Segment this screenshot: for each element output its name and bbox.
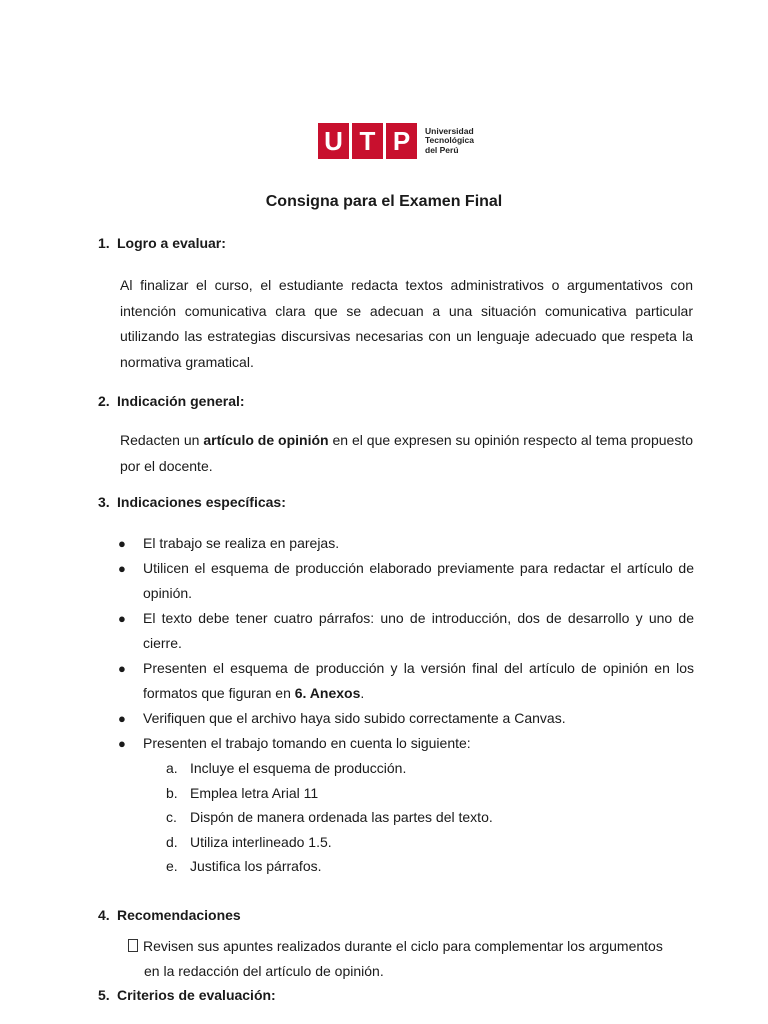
sub-list-item — [118, 781, 694, 806]
logo-letter-t: T — [352, 123, 383, 159]
section-heading-indicacion-general — [98, 393, 245, 409]
text-segment: Redacten un — [120, 432, 204, 448]
bullet-icon: ● — [118, 561, 126, 576]
bullet-icon: ● — [118, 711, 126, 726]
sub-item-text: Justifica los párrafos. — [190, 858, 322, 875]
recomendaciones-paragraph — [128, 934, 693, 984]
indicaciones-list — [118, 531, 694, 879]
sub-item-text: Dispón de manera ordenada las partes del texto. — [190, 809, 493, 826]
section-title: Recomendaciones — [117, 907, 241, 923]
sub-item-letter: d. — [166, 833, 178, 850]
list-item — [118, 606, 694, 656]
section-number: 5. — [98, 987, 110, 1003]
indicacion-general-paragraph — [120, 428, 693, 479]
logo-text-line: Universidad — [425, 125, 474, 136]
text-segment: en el que expresen su opinión respecto al tema propuesto por el docente. — [120, 432, 693, 474]
sub-list-item — [118, 805, 694, 830]
list-item — [118, 731, 694, 756]
logro-paragraph: Al finalizar el curso, el estudiante redacta textos administrativos o argumentativos con intención comunicativa clara que se adecuan a una situación comunicativa particular utilizando las estrategias discursivas necesarias con un lenguaje adecuado que respeta la normativa gramatical. — [120, 277, 693, 370]
section-title: Criterios de evaluación: — [117, 987, 276, 1003]
missing-glyph-box-icon — [128, 939, 138, 952]
logo-letter-u: U — [318, 123, 349, 159]
section-number: 4. — [98, 907, 110, 923]
list-item-text: El trabajo se realiza en parejas. — [143, 535, 340, 551]
logo-text-line: Tecnológica — [425, 135, 474, 146]
sub-item-text: Incluye el esquema de producción. — [190, 760, 407, 776]
list-item-text: Utilicen el esquema de producción elaborado previamente para redactar el artículo de opinión. — [143, 560, 694, 601]
section-heading-logro — [98, 235, 226, 251]
bullet-icon: ● — [118, 661, 126, 676]
sub-list-item — [118, 830, 694, 855]
bullet-icon: ● — [118, 611, 126, 626]
section-heading-recomendaciones — [98, 907, 241, 923]
anexos-reference: 6. Anexos — [294, 685, 361, 701]
list-item-text: Presenten el esquema de producción y la versión final del artículo de opinión en los formatos que figuran en — [143, 660, 694, 701]
utp-logo — [318, 123, 474, 159]
sub-list-item — [118, 756, 694, 781]
recomendacion-text: Revisen sus apuntes realizados durante el ciclo para complementar los argumentos — [143, 938, 663, 954]
section-title: Indicación general: — [117, 393, 245, 409]
sub-item-letter: c. — [166, 809, 177, 826]
logo-letters — [318, 123, 417, 159]
logo-wordmark — [425, 127, 474, 156]
list-item — [118, 531, 694, 556]
section-title: Logro a evaluar: — [117, 235, 226, 251]
list-item — [118, 706, 694, 731]
sub-item-letter: e. — [166, 858, 178, 875]
bold-text-segment: artículo de opinión — [203, 432, 329, 448]
list-item-text: El texto debe tener cuatro párrafos: uno de introducción, dos de desarrollo y uno de cierre. — [143, 610, 694, 651]
list-item — [118, 556, 694, 606]
sub-item-letter: a. — [166, 760, 178, 776]
list-item — [118, 656, 694, 706]
page-title: Consigna para el Examen Final — [265, 193, 503, 210]
section-number: 2. — [98, 393, 110, 409]
section-number: 1. — [98, 235, 110, 251]
section-heading-indicaciones-especificas — [98, 494, 286, 510]
sub-item-text: Emplea letra Arial 11 — [190, 784, 319, 801]
section-number: 3. — [98, 494, 110, 510]
section-title: Indicaciones específicas: — [117, 494, 286, 510]
sub-list-item — [118, 854, 694, 879]
logo-letter-p: P — [386, 123, 417, 159]
list-item-text: Verifiquen que el archivo haya sido subido correctamente a Canvas. — [143, 710, 566, 726]
bullet-icon: ● — [118, 736, 126, 751]
list-item-text-end: . — [360, 685, 365, 701]
sub-item-text: Utiliza interlineado 1.5. — [190, 833, 332, 850]
logo-text-line: del Perú — [425, 144, 459, 155]
recomendacion-line: en la redacción del artículo de opinión. — [144, 963, 384, 979]
recomendacion-line — [128, 934, 693, 959]
list-item-text: Presenten el trabajo tomando en cuenta lo siguiente: — [143, 735, 471, 751]
bullet-icon: ● — [118, 536, 126, 551]
section-heading-criterios — [98, 987, 276, 1003]
sub-item-letter: b. — [166, 784, 178, 801]
